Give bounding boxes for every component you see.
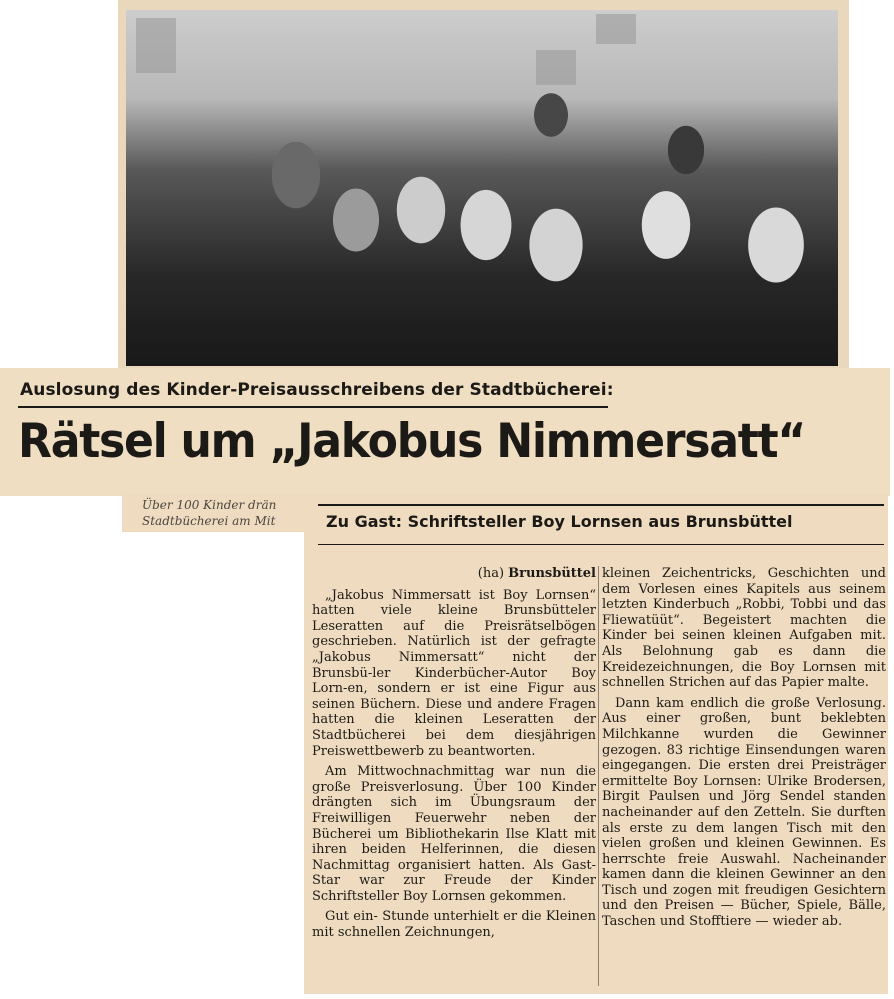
kicker-line: Auslosung des Kinder-Preisausschreibens der Stadtbücherei: <box>20 380 614 400</box>
dateline-source: (ha) <box>477 566 505 581</box>
article-paragraph: Gut ein‑ Stunde unterhielt er die Kleinen mit schnellen Zeichnungen, <box>312 909 596 941</box>
article-paragraph: Am Mittwochnachmittag war nun die große Preisverlosung. Über 100 Kinder drängten sich im Übungsraum der Freiwilligen Feuerwehr neben der Bücherei um Bibliothekarin Ilse Klatt mit ihren beiden Helferinnen, die diesen Nachmittag organisiert hatten. Als Gast-Star war zur Freude der Kinder Schriftsteller Boy Lornsen gekommen. <box>312 764 596 904</box>
photo-caption-line: Über 100 Kinder drän <box>142 498 277 512</box>
article-paragraph: „Jakobus Nimmersatt ist Boy Lornsen“ hatten viele kleine Brunsbütteler Leseratten auf die Preisrätselbögen geschrieben. Natürlich ist der gefragte „Jakobus Nimmersatt“ nicht der Brunsbü‑ler Kinderbücher-Autor Boy Lorn‑en, sondern er ist eine Figur aus seinen Büchern. Diese und andere Fragen hatten die kleinen Leseratten der Stadtbücherei bei dem diesjährigen Preiswettbewerb zu beantworten. <box>312 587 596 759</box>
kicker-underline <box>18 406 608 408</box>
children-audience-photo <box>126 10 838 366</box>
column-divider <box>598 566 599 986</box>
dateline-place: Brunsbüttel <box>508 566 596 581</box>
photo-caption <box>142 497 307 531</box>
subheadline-top-rule <box>318 504 884 506</box>
article-column-right <box>602 566 886 935</box>
headline: Rätsel um „Jakobus Nimmersatt“ <box>18 414 806 469</box>
article-paragraph: kleinen Zeichentricks, Geschichten und dem Vorlesen eines Kapitels aus seinem letzten Kinderbuch „Robbi, Tobbi und das Fliewatüüt“. Begeistert machten die Kinder bei seinen kleinen Aufgaben mit. Als Belohnung gab es dann die Kreidezeichnungen, die Boy Lornsen mit schnellen Strichen auf das Papier malte. <box>602 566 886 691</box>
photo-caption-line: Stadtbücherei am Mit <box>142 514 276 528</box>
article-paragraph: Dann kam endlich die große Verlosung. Aus einer großen, bunt beklebten Milchkanne wurden die Gewinner gezogen. 83 richtige Einsendungen waren eingegangen. Die ersten drei Preisträger ermittelte Boy Lornsen: Ulrike Brodersen, Birgit Paulsen und Jörg Sendel standen nacheinander auf den Zetteln. Sie durften als erste zu dem langen Tisch mit den vielen großen und kleinen Gewinnen. Es herrschte freie Auswahl. Nacheinander kamen dann die kleinen Gewinner an den Tisch und zogen mit freudigen Gesichtern und den Preisen — Bücher, Spiele, Bälle, Taschen und Stofftiere — wieder ab. <box>602 695 886 930</box>
subheadline: Zu Gast: Schriftsteller Boy Lornsen aus Brunsbüttel <box>326 512 793 531</box>
dateline <box>312 566 596 582</box>
article-column-left <box>312 566 596 946</box>
subheadline-bottom-rule <box>318 544 884 545</box>
